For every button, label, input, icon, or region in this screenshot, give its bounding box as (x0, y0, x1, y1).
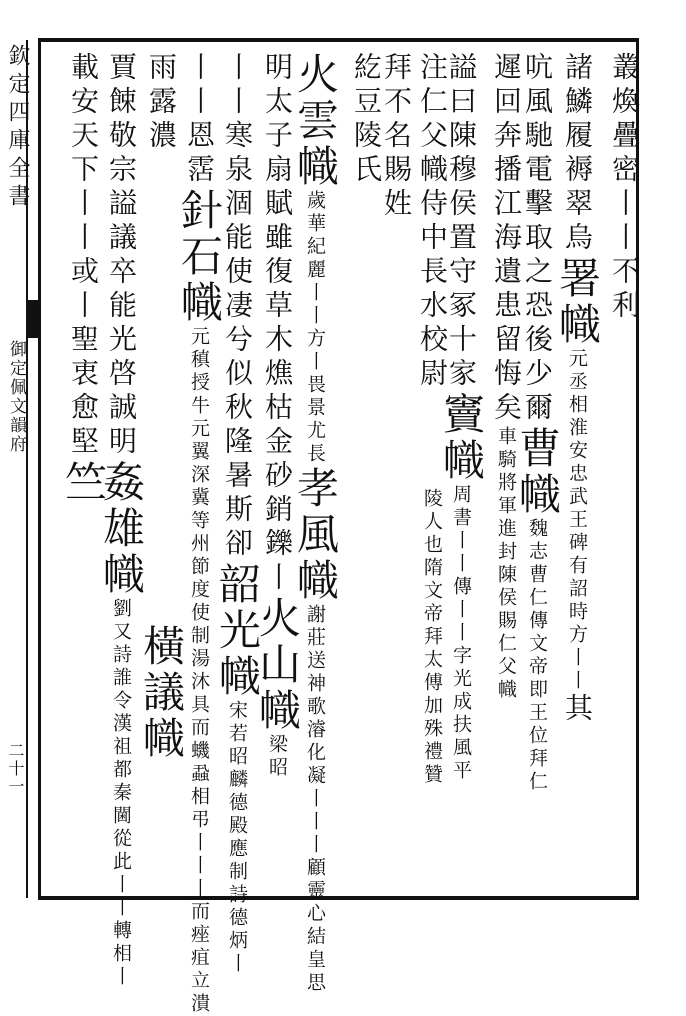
annotation: 梁昭 (266, 734, 288, 780)
annotation: 謝莊送神歌濬化凝丨丨丨顧靈心結皇思 (304, 604, 326, 995)
headword: 火雲幟 (291, 52, 340, 190)
frame-top-rule (38, 38, 639, 42)
headword: 孝風幟 (291, 466, 340, 604)
column-text: 拜不名賜姓 (380, 52, 413, 222)
annotation: 元稹授牛元翼深冀等州節度使制湯沐具而蟣蝨相弔丨丨丨而痤疽立潰 (188, 326, 210, 1016)
headword: 韶光幟 (213, 562, 262, 700)
annotation: 車騎將軍進封陳侯賜仁父幟 (495, 426, 517, 702)
column-text: 注仁父幟侍中長水校尉 (416, 52, 449, 392)
column-text: 賈餗敬宗謚議卒能光啓誠明 (105, 52, 138, 460)
column-text: 諸鱗履褥翠烏 (561, 52, 594, 256)
annotation: 陵人也隋文帝拜太傅加殊禮贊 (421, 488, 443, 787)
column-text: 吭風馳電擊取之恐後少爾 (521, 52, 554, 426)
headword: 火山幟 (253, 596, 302, 734)
annotation: 元丞相淮安忠武王碑有詔時方丨丨 (566, 348, 588, 693)
column-text: 叢煥疊密丨丨不利 (608, 52, 641, 324)
headword: 針石幟 (175, 188, 224, 326)
annotation: 周書丨丨傳丨丨字光成扶風平 (450, 484, 472, 783)
annotation: 歲華紀麗丨丨方丨畏景尤長 (304, 190, 326, 466)
headword: 署幟 (553, 256, 602, 348)
collection-title: 欽定四庫全書 (5, 44, 30, 212)
annotation: 魏志曹仁傳文帝即王位拜仁 (526, 518, 548, 794)
headword: 橫議幟 (137, 624, 186, 762)
text-column (54, 52, 108, 506)
column-text: 雨露濃 (145, 52, 178, 154)
column-text: 載安天下丨丨或丨聖衷愈堅 (67, 52, 100, 460)
column-text: 謚曰陳穆侯置守冢十家 (445, 52, 478, 392)
headword: 竇幟 (437, 392, 486, 484)
frame-left-rule (38, 40, 41, 898)
page-number: 二十一 (6, 742, 25, 796)
column-text: 遲回奔播江海遺患留悔矣 (490, 52, 523, 426)
headword: 姦雄幟 (97, 460, 146, 598)
column-text: 丨丨寒泉涸能使凄兮似秋隆暑斯卻 (221, 52, 254, 562)
headword: 竺 (59, 460, 108, 506)
headword: 曹幟 (513, 426, 562, 518)
column-text: 丨丨恩霑 (183, 52, 216, 188)
column-text: 紇豆陵氏 (350, 52, 383, 188)
annotation: 宋若昭麟德殿應制詩德炳丨 (226, 700, 248, 976)
book-title: 御定佩文韻府 (6, 340, 26, 454)
fishtail-mark (28, 300, 38, 338)
column-text: 其 (561, 693, 594, 727)
column-text: 明太子扇賦雖復草木燋枯金砂銷鑠丨 (261, 52, 294, 596)
annotation: 劉又詩誰令漢祖都秦閫從此丨丨轉相丨 (110, 598, 132, 989)
